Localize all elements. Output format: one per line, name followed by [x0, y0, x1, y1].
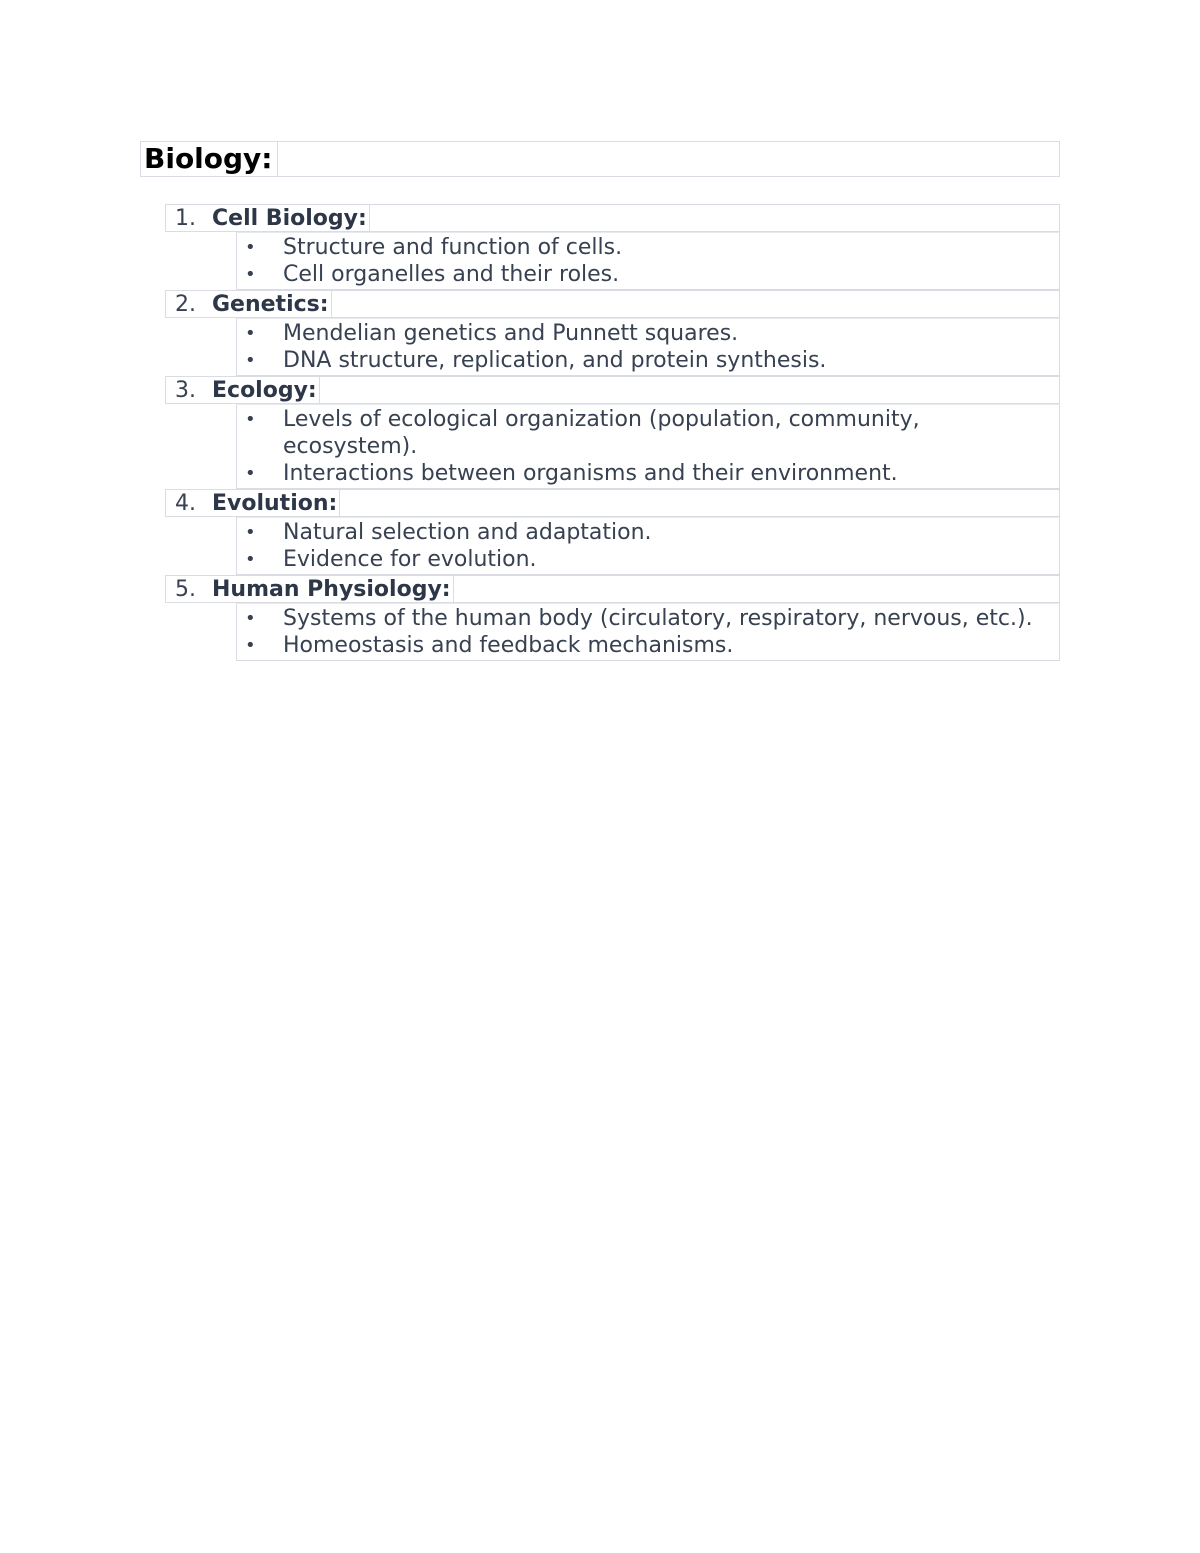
bullet-icon: • — [245, 409, 256, 430]
topic-ecology — [165, 376, 1060, 489]
subtopic-list — [236, 318, 1060, 376]
subtopic-list — [236, 232, 1060, 290]
bullet-icon: • — [245, 549, 256, 570]
topic-heading — [165, 290, 1060, 318]
topic-evolution — [165, 489, 1060, 575]
topic-number: 3. — [175, 378, 196, 403]
topic-number: 4. — [175, 491, 196, 516]
list-item-text: DNA structure, replication, and protein synthesis. — [283, 348, 827, 373]
list-item — [237, 347, 1059, 374]
topic-heading — [165, 376, 1060, 404]
topic-label: Evolution: — [212, 490, 340, 517]
bullet-icon: • — [245, 608, 256, 629]
topic-label: Genetics: — [212, 291, 332, 318]
list-item — [237, 234, 1059, 261]
topic-label: Cell Biology: — [212, 205, 370, 232]
bullet-icon: • — [245, 463, 256, 484]
topic-human-physiology — [165, 575, 1060, 661]
bullet-icon: • — [245, 522, 256, 543]
topic-cell-biology — [165, 204, 1060, 290]
list-item-text: Mendelian genetics and Punnett squares. — [283, 321, 739, 346]
list-item-text: Homeostasis and feedback mechanisms. — [283, 633, 734, 658]
list-item — [237, 261, 1059, 288]
list-item — [237, 546, 1059, 573]
list-item-text: Cell organelles and their roles. — [283, 262, 620, 287]
list-item-text: Structure and function of cells. — [283, 235, 623, 260]
subtopic-list — [236, 603, 1060, 661]
topic-number: 1. — [175, 206, 196, 231]
topic-heading — [165, 204, 1060, 232]
bullet-icon: • — [245, 264, 256, 285]
topic-heading — [165, 489, 1060, 517]
document — [140, 141, 1060, 661]
bullet-icon: • — [245, 350, 256, 371]
list-item-text: Levels of ecological organization (population, community, ecosystem). — [283, 407, 920, 459]
topic-number: 2. — [175, 292, 196, 317]
list-item — [237, 519, 1059, 546]
topic-number: 5. — [175, 577, 196, 602]
bullet-icon: • — [245, 237, 256, 258]
list-item — [237, 605, 1059, 632]
topic-genetics — [165, 290, 1060, 376]
list-item-text: Systems of the human body (circulatory, respiratory, nervous, etc.). — [283, 606, 1033, 631]
list-item-text: Interactions between organisms and their environment. — [283, 461, 898, 486]
topic-label: Human Physiology: — [212, 576, 454, 603]
page-title: Biology: — [144, 142, 278, 176]
list-item-text: Evidence for evolution. — [283, 547, 537, 572]
topic-label: Ecology: — [212, 377, 320, 404]
list-item — [237, 632, 1059, 659]
page-title-box — [140, 141, 1060, 177]
topic-heading — [165, 575, 1060, 603]
subtopic-list — [236, 517, 1060, 575]
bullet-icon: • — [245, 635, 256, 656]
list-item-text: Natural selection and adaptation. — [283, 520, 652, 545]
subtopic-list — [236, 404, 1060, 489]
list-item — [237, 460, 1059, 487]
list-item — [237, 406, 1059, 460]
list-item — [237, 320, 1059, 347]
bullet-icon: • — [245, 323, 256, 344]
topic-list — [165, 204, 1060, 661]
